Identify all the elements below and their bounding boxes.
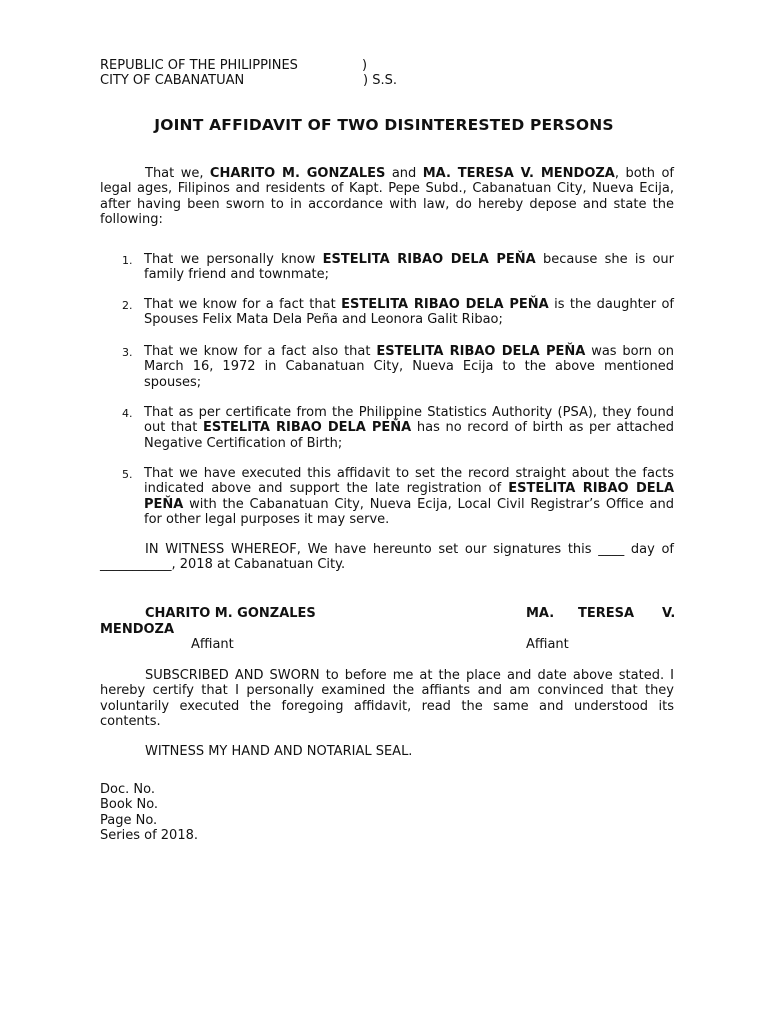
page-number: Page No. <box>100 812 158 828</box>
item-number: 1. <box>122 254 133 267</box>
item-number: 4. <box>122 407 133 420</box>
subject-name: ESTELITA RIBAO DELA PEŇA <box>202 420 412 436</box>
subject-name: ESTELITA RIBAO DELA PEŇA <box>322 252 536 267</box>
affiant-2-name: MA. TERESA V. MENDOZA <box>422 166 615 181</box>
signature-role-1: Affiant <box>191 637 234 652</box>
list-item <box>100 344 674 390</box>
intro-paragraph <box>100 166 674 227</box>
document-title: JOINT AFFIDAVIT OF TWO DISINTERESTED PERSONS <box>154 116 614 134</box>
item-text: That as per certificate from the Philippine Statistics Authority (PSA), they found out that <box>144 405 674 436</box>
list-item <box>100 405 674 451</box>
list-item <box>100 297 674 328</box>
subscribed-paragraph: SUBSCRIBED AND SWORN to before me at the place and date above stated. I hereby certify that I personally examined the affiants and am convinced that they voluntarily executed the foregoing affidavit, read the same and understood its contents. <box>100 668 674 729</box>
item-text: has no record of birth as per attached Negative Certification of Birth; <box>144 420 675 451</box>
book-number: Book No. <box>100 797 159 813</box>
witness-paragraph: IN WITNESS WHEREOF, We have hereunto set our signatures this ____ day of ___________, 2018 at Cabanatuan City. <box>100 542 674 573</box>
item-text: That we know for a fact that <box>144 297 336 312</box>
venue-ss: ) S.S. <box>363 73 397 89</box>
signature-name-2-part-1: MA. <box>526 606 555 621</box>
subject-name: ESTELITA RIBAO DELA PEŇA <box>376 344 586 359</box>
affiant-1-name: CHARITO M. GONZALES <box>209 166 386 181</box>
list-item <box>100 252 674 283</box>
venue-line-1 <box>100 58 368 73</box>
notarial-register <box>100 782 198 843</box>
intro-text-1: That we, <box>145 166 204 181</box>
item-text: with the Cabanatuan City, Nueva Ecija, Local Civil Registrar’s Office and for other legal purposes it may serve. <box>144 496 674 527</box>
item-number: 5. <box>122 468 133 481</box>
venue-city: CITY OF CABANATUAN <box>100 73 245 89</box>
series-year: Series of 2018. <box>100 827 198 843</box>
signature-role-2: Affiant <box>526 637 569 652</box>
venue-line-2 <box>100 73 397 89</box>
intro-text-3: , both of legal ages, Filipinos and residents of Kapt. Pepe Subd., Cabanatuan City, Nueva Ecija, after having been sworn to in accordance with law, do hereby depose and state the following: <box>100 166 674 227</box>
signature-name-2-part-3: V. <box>662 606 676 621</box>
item-text: That we know for a fact also that <box>144 344 371 359</box>
venue-bracket-1: ) <box>362 58 368 73</box>
signature-name-2-wrap: MENDOZA <box>100 622 175 637</box>
doc-number: Doc. No. <box>100 782 155 797</box>
item-text: is the daughter of Spouses Felix Mata Dela Peña and Leonora Galit Ribao; <box>144 297 674 328</box>
signature-name-2-part-2: TERESA <box>578 606 635 621</box>
subject-name: ESTELITA RIBAO DELA PEŇA <box>144 481 675 512</box>
subject-name: ESTELITA RIBAO DELA PEŇA <box>341 297 549 312</box>
item-text: That we have executed this affidavit to set the record straight about the facts indicated above and support the late registration of <box>144 466 674 497</box>
item-text: That we personally know <box>144 252 316 267</box>
item-text: because she is our family friend and townmate; <box>144 252 674 283</box>
item-number: 3. <box>122 346 133 359</box>
item-number: 2. <box>122 299 133 312</box>
list-item <box>100 466 674 527</box>
intro-text-2: and <box>391 166 417 181</box>
venue-country: REPUBLIC OF THE PHILIPPINES <box>100 58 298 73</box>
item-text: was born on March 16, 1972 in Cabanatuan City, Nueva Ecija to the above mentioned spouses; <box>144 344 675 390</box>
venue-block <box>100 58 397 89</box>
seal-line: WITNESS MY HAND AND NOTARIAL SEAL. <box>145 744 413 759</box>
signature-name-1: CHARITO M. GONZALES <box>145 606 316 621</box>
